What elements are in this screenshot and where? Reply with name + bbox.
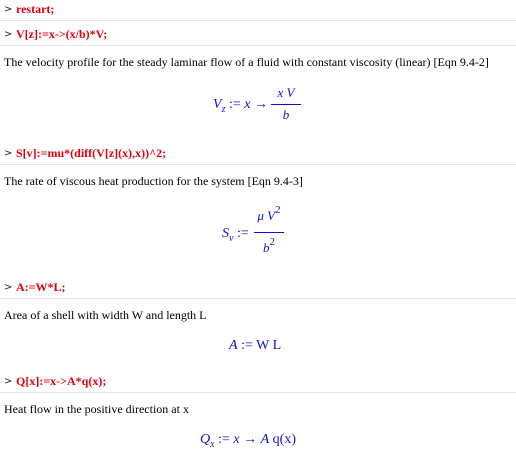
input-line-restart[interactable]: [4, 0, 54, 18]
command-sv[interactable]: S[v]:=mu*(diff(V[z](x),x))^2;: [16, 145, 167, 160]
fraction-bar: [271, 104, 301, 105]
prompt-marker: >: [4, 375, 13, 387]
arrow-operator: →: [253, 97, 268, 112]
output-qx: [200, 432, 296, 448]
output-rhs-q: q(x): [272, 432, 296, 447]
separator: [0, 164, 516, 165]
output-lhs-sub: x: [210, 439, 215, 450]
command-qx[interactable]: Q[x]:=x->A*q(x);: [16, 373, 107, 388]
fraction-numerator: x V: [277, 85, 295, 100]
command-vz[interactable]: V[z]:=x->(x/b)*V;: [16, 26, 108, 41]
prompt-marker: >: [4, 28, 13, 40]
comment-heat-production: The rate of viscous heat production for the system [Eqn 9.4-3]: [4, 174, 303, 188]
denominator-exponent: 2: [269, 236, 275, 248]
assign-operator: :=: [228, 97, 241, 112]
command-restart[interactable]: restart;: [16, 1, 55, 16]
numerator-v: V: [267, 208, 276, 223]
output-lhs-sub: v: [229, 233, 234, 244]
input-line-a[interactable]: [4, 278, 66, 296]
output-lhs: S: [222, 226, 229, 241]
command-a[interactable]: A:=W*L;: [16, 279, 66, 294]
output-a: [229, 338, 281, 354]
output-lhs: Q: [200, 432, 211, 447]
fraction: [254, 202, 284, 258]
fraction: [271, 85, 301, 125]
fraction-denominator: [254, 236, 284, 256]
separator: [0, 392, 516, 393]
comment-heat-flow: Heat flow in the positive direction at x: [4, 402, 189, 416]
output-rhs-a: A: [260, 432, 270, 447]
output-lhs: V: [213, 97, 222, 112]
output-sv: [222, 202, 302, 258]
fraction-numerator: [254, 204, 284, 224]
mu-symbol: μ: [257, 208, 264, 223]
prompt-marker: >: [4, 3, 13, 15]
input-line-qx[interactable]: [4, 372, 106, 390]
output-lhs-sub: z: [221, 104, 226, 115]
separator: [0, 20, 516, 21]
fraction-bar: [254, 232, 284, 233]
output-lhs: A: [229, 338, 238, 353]
prompt-marker: >: [4, 147, 13, 159]
separator: [0, 298, 516, 299]
prompt-marker: >: [4, 281, 13, 293]
output-rhs: W L: [256, 338, 282, 353]
input-line-sv[interactable]: [4, 144, 166, 162]
output-vz: [213, 85, 313, 125]
output-var: x: [233, 432, 240, 447]
comment-velocity-profile: The velocity profile for the steady laminar flow of a fluid with constant viscosity (linear) [Eqn 9.4-2]: [4, 55, 489, 69]
denominator-b: b: [263, 240, 270, 255]
output-var: x: [244, 97, 251, 112]
fraction-denominator: b: [282, 107, 290, 122]
assign-operator: :=: [241, 338, 253, 353]
comment-shell-area: Area of a shell with width W and length L: [4, 308, 207, 322]
separator: [0, 45, 516, 46]
input-line-vz[interactable]: [4, 25, 107, 43]
numerator-exponent: 2: [275, 204, 281, 216]
arrow-operator: →: [243, 432, 258, 447]
assign-operator: :=: [236, 226, 249, 241]
assign-operator: :=: [218, 432, 230, 447]
